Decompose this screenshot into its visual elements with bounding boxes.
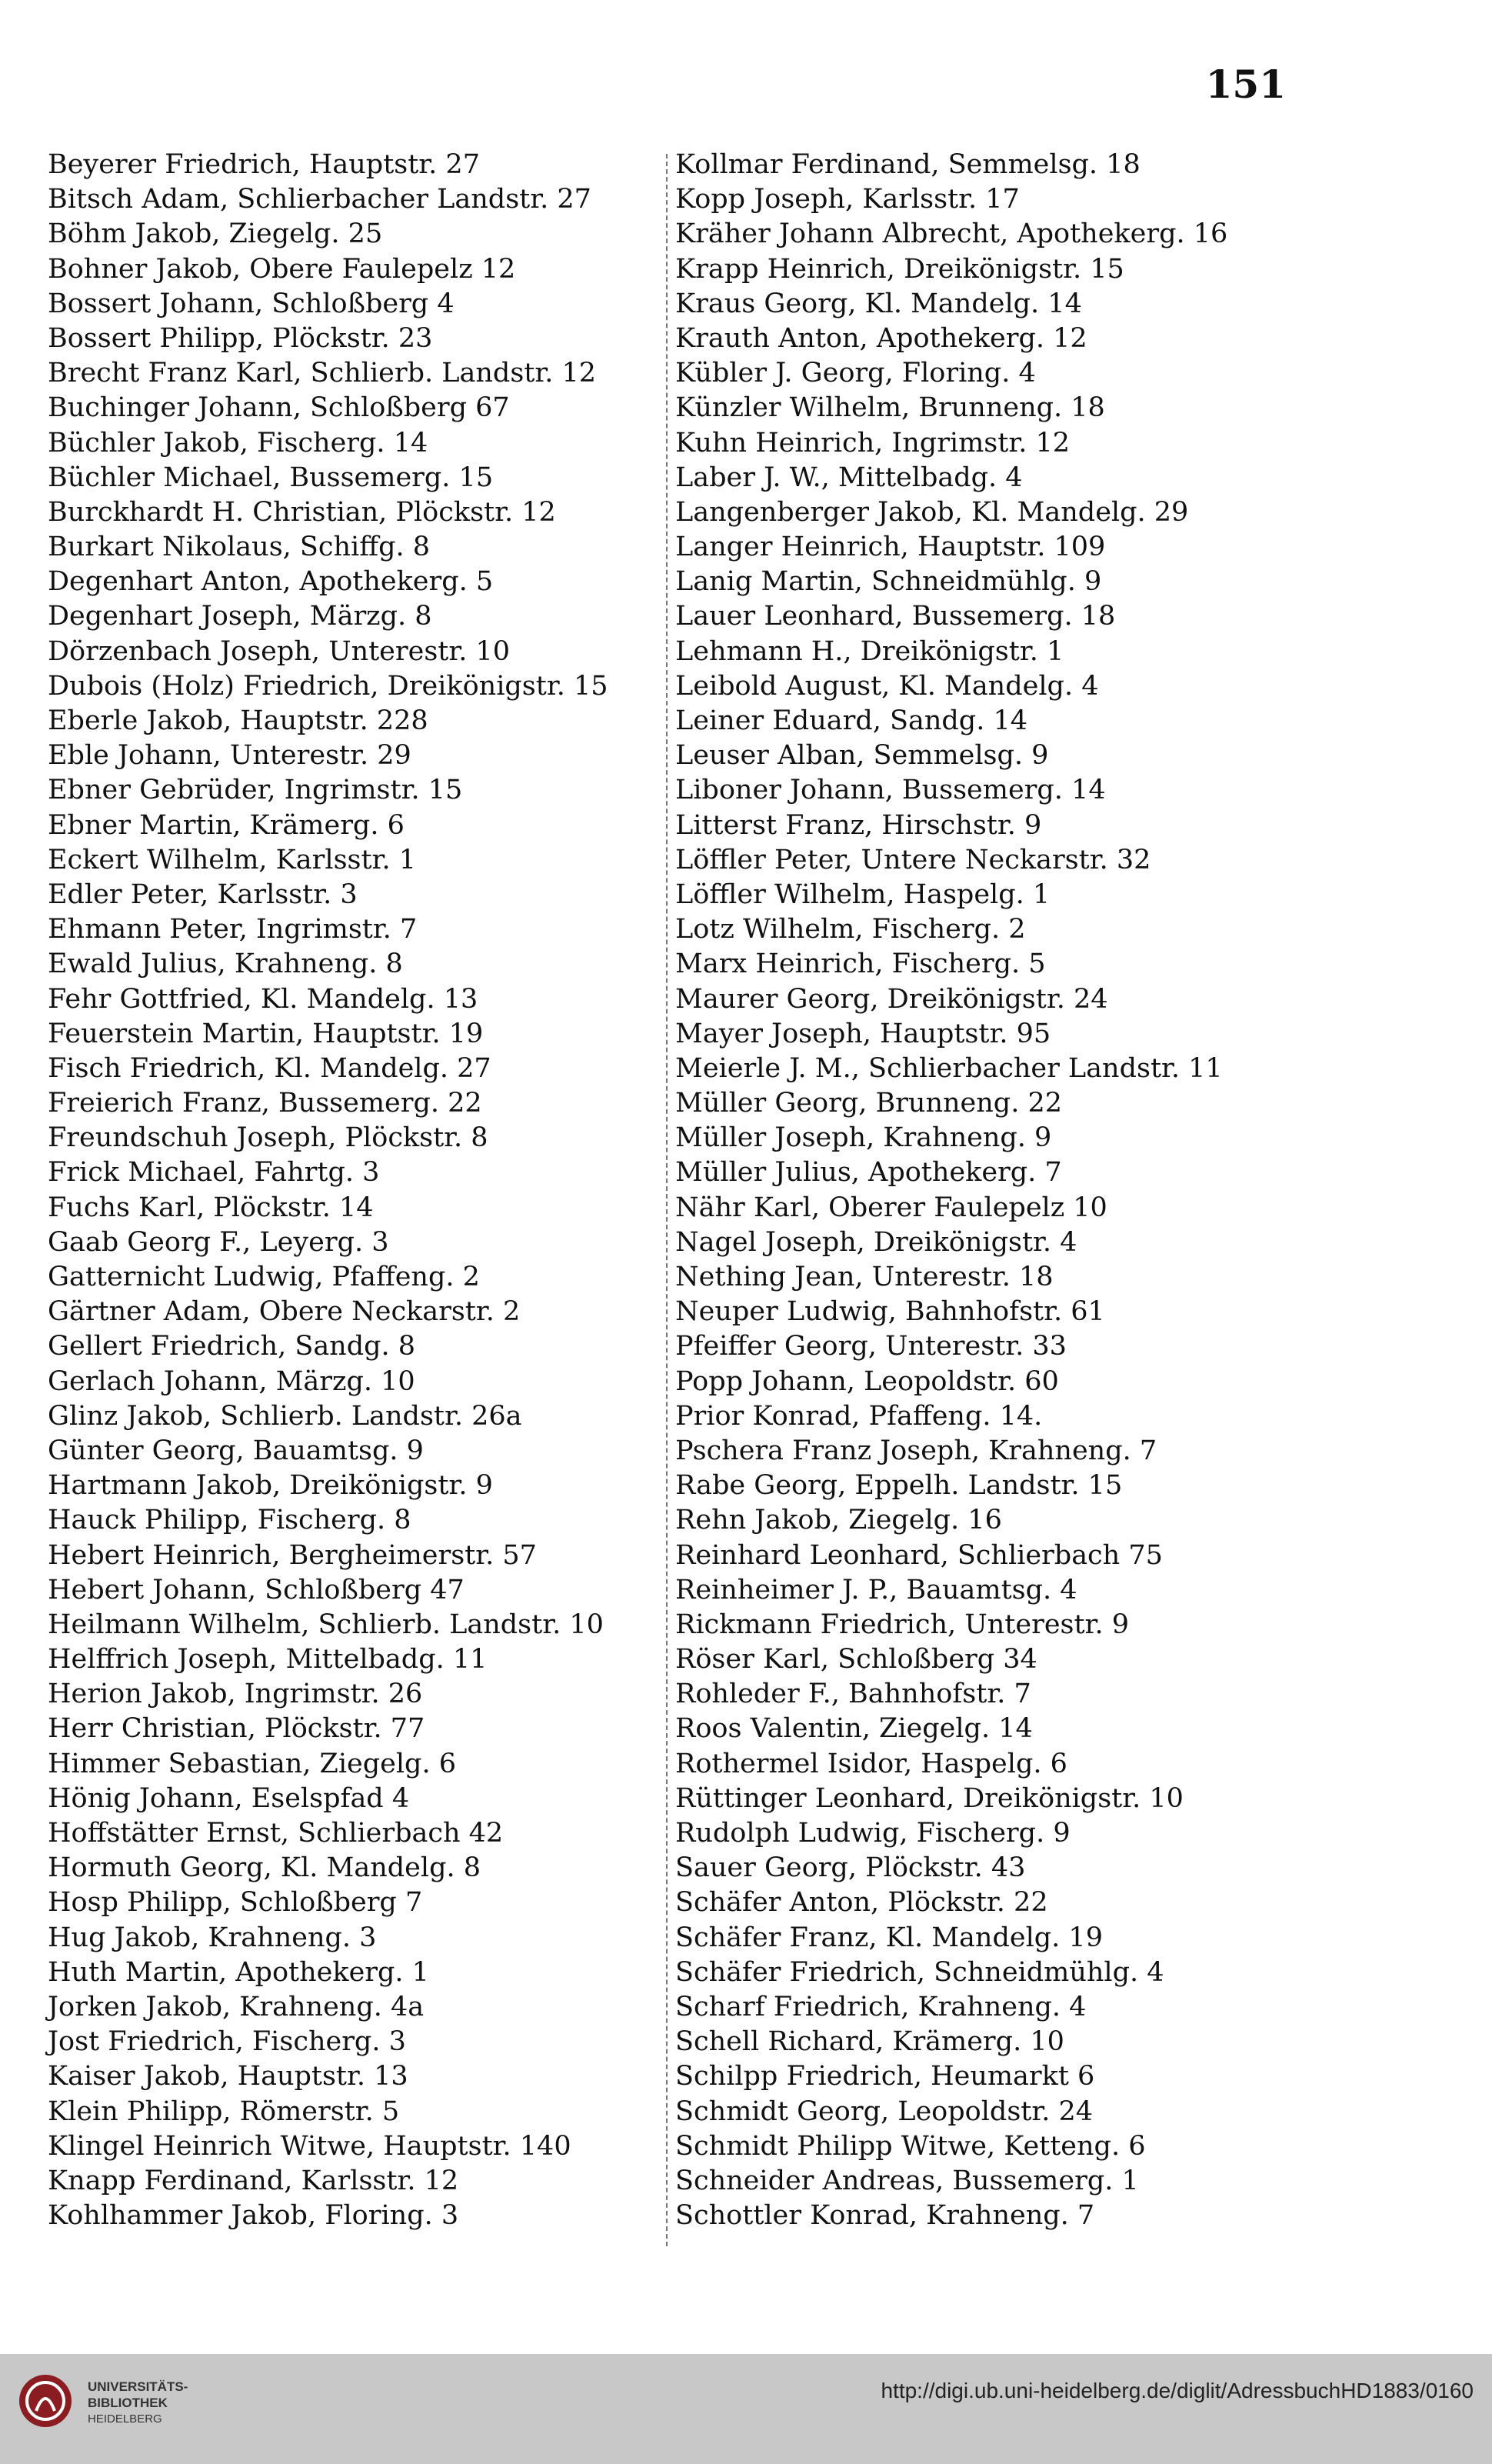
directory-entry: Ehmann Peter, Ingrimstr. 7 (48, 914, 418, 945)
directory-entry: Fisch Friedrich, Kl. Mandelg. 27 (48, 1052, 491, 1084)
directory-entry: Nething Jean, Unterestr. 18 (675, 1262, 1054, 1292)
directory-entry: Klingel Heinrich Witwe, Hauptstr. 140 (48, 2130, 571, 2162)
directory-entry: Schäfer Friedrich, Schneidmühlg. 4 (675, 1956, 1164, 1988)
directory-entry: Schmidt Georg, Leopoldstr. 24 (675, 2096, 1094, 2127)
library-name-line3: HEIDELBERG (88, 2412, 162, 2426)
directory-entry: Mayer Joseph, Hauptstr. 95 (675, 1018, 1051, 1049)
directory-entry: Huth Martin, Apothekerg. 1 (48, 1956, 429, 1988)
directory-entry: Hebert Heinrich, Bergheimerstr. 57 (48, 1539, 537, 1571)
directory-entry: Bossert Philipp, Plöckstr. 23 (48, 322, 433, 354)
directory-column-left (48, 148, 655, 2233)
directory-entry: Hoffstätter Ernst, Schlierbach 42 (48, 1818, 504, 1849)
directory-entry: Leiner Eduard, Sandg. 14 (675, 705, 1027, 736)
directory-entry: Schäfer Anton, Plöckstr. 22 (675, 1887, 1048, 1919)
directory-entry: Hauck Philipp, Fischerg. 8 (48, 1505, 411, 1536)
directory-entry: Scharf Friedrich, Krahneng. 4 (675, 1991, 1087, 2022)
directory-entry: Jost Friedrich, Fischerg. 3 (48, 2026, 406, 2058)
directory-entry: Schilpp Friedrich, Heumarkt 6 (675, 2061, 1095, 2092)
directory-entry: Hug Jakob, Krahneng. 3 (48, 1922, 377, 1953)
directory-entry: Gärtner Adam, Obere Neckarstr. 2 (48, 1296, 521, 1328)
directory-entry: Brecht Franz Karl, Schlierb. Landstr. 12 (48, 358, 597, 389)
directory-entry: Schmidt Philipp Witwe, Ketteng. 6 (675, 2130, 1146, 2162)
directory-entry: Rehn Jakob, Ziegelg. 16 (675, 1505, 1002, 1536)
directory-entry: Glinz Jakob, Schlierb. Landstr. 26a (48, 1400, 522, 1432)
directory-entry: Burkart Nikolaus, Schiffg. 8 (48, 532, 431, 563)
source-url-link[interactable]: http://digi.ub.uni-heidelberg.de/diglit/AdressbuchHD1883/0160 (881, 2379, 1474, 2402)
directory-entry: Bohner Jakob, Obere Faulepelz 12 (48, 253, 516, 285)
directory-entry: Neuper Ludwig, Bahnhofstr. 61 (675, 1296, 1105, 1328)
directory-entry: Hebert Johann, Schloßberg 47 (48, 1574, 465, 1605)
directory-entry: Gellert Friedrich, Sandg. 8 (48, 1331, 416, 1362)
directory-entry: Feuerstein Martin, Hauptstr. 19 (48, 1018, 484, 1049)
directory-entry: Litterst Franz, Hirschstr. 9 (675, 809, 1042, 841)
directory-entry: Böhm Jakob, Ziegelg. 25 (48, 218, 383, 250)
directory-entry: Lehmann H., Dreikönigstr. 1 (675, 635, 1064, 667)
directory-entry: Reinhard Leonhard, Schlierbach 75 (675, 1539, 1163, 1571)
directory-entry: Löffler Peter, Untere Neckarstr. 32 (675, 844, 1151, 875)
directory-entry: Müller Joseph, Krahneng. 9 (675, 1122, 1052, 1154)
directory-entry: Nagel Joseph, Dreikönigstr. 4 (675, 1226, 1077, 1258)
directory-entry: Hartmann Jakob, Dreikönigstr. 9 (48, 1470, 493, 1502)
directory-entry: Schell Richard, Krämerg. 10 (675, 2026, 1064, 2058)
directory-entry: Rüttinger Leonhard, Dreikönigstr. 10 (675, 1782, 1184, 1814)
directory-entry: Müller Julius, Apothekerg. 7 (675, 1157, 1062, 1189)
directory-entry: Langer Heinrich, Hauptstr. 109 (675, 532, 1106, 563)
directory-entry: Günter Georg, Bauamtsg. 9 (48, 1435, 424, 1466)
directory-entry: Liboner Johann, Bussemerg. 14 (675, 775, 1106, 806)
directory-entry: Löffler Wilhelm, Haspelg. 1 (675, 879, 1051, 910)
directory-entry: Kohlhammer Jakob, Floring. 3 (48, 2200, 459, 2232)
directory-entry: Ebner Gebrüder, Ingrimstr. 15 (48, 775, 463, 806)
directory-entry: Dubois (Holz) Friedrich, Dreikönigstr. 15 (48, 670, 608, 702)
directory-entry: Krapp Heinrich, Dreikönigstr. 15 (675, 253, 1124, 285)
directory-entry: Maurer Georg, Dreikönigstr. 24 (675, 983, 1108, 1015)
library-name (88, 2379, 188, 2427)
directory-entry: Knapp Ferdinand, Karlsstr. 12 (48, 2165, 459, 2196)
directory-entry: Rudolph Ludwig, Fischerg. 9 (675, 1818, 1071, 1849)
directory-entry: Pfeiffer Georg, Unterestr. 33 (675, 1331, 1067, 1362)
directory-column-right (675, 148, 1321, 2233)
directory-entry: Roos Valentin, Ziegelg. 14 (675, 1713, 1033, 1745)
directory-entry: Beyerer Friedrich, Hauptstr. 27 (48, 149, 480, 180)
directory-entry: Kübler J. Georg, Floring. 4 (675, 358, 1036, 389)
directory-entry: Langenberger Jakob, Kl. Mandelg. 29 (675, 496, 1189, 528)
directory-entry: Himmer Sebastian, Ziegelg. 6 (48, 1748, 456, 1779)
directory-entry: Sauer Georg, Plöckstr. 43 (675, 1852, 1026, 1884)
directory-entry: Schneider Andreas, Bussemerg. 1 (675, 2165, 1139, 2196)
directory-entry: Klein Philipp, Römerstr. 5 (48, 2096, 400, 2127)
directory-entry: Lanig Martin, Schneidmühlg. 9 (675, 566, 1102, 598)
directory-entry: Marx Heinrich, Fischerg. 5 (675, 949, 1046, 980)
footer-bar (0, 2354, 1492, 2464)
page-number: 151 (1205, 62, 1286, 107)
directory-entry: Eble Johann, Unterestr. 29 (48, 740, 411, 772)
directory-entry: Gatternicht Ludwig, Pfaffeng. 2 (48, 1262, 480, 1292)
directory-entry: Nähr Karl, Oberer Faulepelz 10 (675, 1192, 1107, 1223)
directory-entry: Frick Michael, Fahrtg. 3 (48, 1157, 380, 1189)
directory-entry: Kuhn Heinrich, Ingrimstr. 12 (675, 427, 1071, 458)
directory-entry: Rickmann Friedrich, Unterestr. 9 (675, 1609, 1129, 1640)
directory-entry: Bossert Johann, Schloßberg 4 (48, 288, 455, 319)
directory-entry: Gaab Georg F., Leyerg. 3 (48, 1226, 389, 1258)
directory-entry: Jorken Jakob, Krahneng. 4a (48, 1991, 425, 2022)
directory-entry: Pschera Franz Joseph, Krahneng. 7 (675, 1435, 1157, 1466)
directory-entry: Leuser Alban, Semmelsg. 9 (675, 740, 1049, 772)
directory-entry: Rabe Georg, Eppelh. Landstr. 15 (675, 1470, 1123, 1502)
directory-entry: Gerlach Johann, Märzg. 10 (48, 1365, 415, 1397)
directory-entry: Büchler Jakob, Fischerg. 14 (48, 427, 428, 458)
directory-entry: Hönig Johann, Eselspfad 4 (48, 1782, 410, 1814)
column-divider (666, 154, 668, 2246)
directory-entry: Buchinger Johann, Schloßberg 67 (48, 392, 510, 424)
directory-entry: Leibold August, Kl. Mandelg. 4 (675, 670, 1099, 702)
directory-entry: Eckert Wilhelm, Karlsstr. 1 (48, 844, 416, 875)
university-library-logo (17, 2372, 74, 2429)
directory-entry: Kräher Johann Albrecht, Apothekerg. 16 (675, 218, 1228, 250)
directory-entry: Kraus Georg, Kl. Mandelg. 14 (675, 288, 1082, 319)
directory-entry: Heilmann Wilhelm, Schlierb. Landstr. 10 (48, 1609, 604, 1640)
directory-entry: Röser Karl, Schloßberg 34 (675, 1644, 1037, 1675)
directory-entry: Helffrich Joseph, Mittelbadg. 11 (48, 1644, 488, 1675)
directory-entry: Bitsch Adam, Schlierbacher Landstr. 27 (48, 184, 591, 215)
directory-entry: Lotz Wilhelm, Fischerg. 2 (675, 914, 1026, 945)
directory-entry: Rothermel Isidor, Haspelg. 6 (675, 1748, 1067, 1779)
directory-entry: Dörzenbach Joseph, Unterestr. 10 (48, 635, 511, 667)
directory-entry: Burckhardt H. Christian, Plöckstr. 12 (48, 496, 556, 528)
directory-entry: Herion Jakob, Ingrimstr. 26 (48, 1679, 423, 1710)
directory-entry: Büchler Michael, Bussemerg. 15 (48, 462, 494, 493)
library-name-line1: UNIVERSITÄTS- (88, 2379, 188, 2394)
directory-entry: Fehr Gottfried, Kl. Mandelg. 13 (48, 983, 478, 1015)
library-name-line2: BIBLIOTHEK (88, 2396, 168, 2410)
directory-entry: Müller Georg, Brunneng. 22 (675, 1088, 1062, 1119)
directory-entry: Hormuth Georg, Kl. Mandelg. 8 (48, 1852, 481, 1884)
directory-entry: Degenhart Joseph, Märzg. 8 (48, 601, 432, 632)
directory-entry: Laber J. W., Mittelbadg. 4 (675, 462, 1023, 493)
directory-entry: Kollmar Ferdinand, Semmelsg. 18 (675, 149, 1141, 180)
directory-entry: Ebner Martin, Krämerg. 6 (48, 809, 405, 841)
directory-entry: Rohleder F., Bahnhofstr. 7 (675, 1679, 1031, 1710)
directory-entry: Schottler Konrad, Krahneng. 7 (675, 2200, 1095, 2232)
directory-entry: Freierich Franz, Bussemerg. 22 (48, 1088, 482, 1119)
directory-entry: Reinheimer J. P., Bauamtsg. 4 (675, 1574, 1077, 1605)
directory-entry: Eberle Jakob, Hauptstr. 228 (48, 705, 428, 736)
directory-entry: Freundschuh Joseph, Plöckstr. 8 (48, 1122, 488, 1154)
directory-entry: Popp Johann, Leopoldstr. 60 (675, 1365, 1059, 1397)
directory-entry: Herr Christian, Plöckstr. 77 (48, 1713, 425, 1745)
directory-entry: Degenhart Anton, Apothekerg. 5 (48, 566, 494, 598)
directory-entry: Edler Peter, Karlsstr. 3 (48, 879, 358, 910)
directory-entry: Kopp Joseph, Karlsstr. 17 (675, 184, 1020, 215)
directory-entry: Fuchs Karl, Plöckstr. 14 (48, 1192, 374, 1223)
directory-entry: Schäfer Franz, Kl. Mandelg. 19 (675, 1922, 1103, 1953)
directory-entry: Kaiser Jakob, Hauptstr. 13 (48, 2061, 408, 2092)
directory-entry: Hosp Philipp, Schloßberg 7 (48, 1887, 423, 1919)
directory-entry: Prior Konrad, Pfaffeng. 14. (675, 1400, 1043, 1432)
directory-entry: Krauth Anton, Apothekerg. 12 (675, 322, 1087, 354)
directory-entry: Meierle J. M., Schlierbacher Landstr. 11 (675, 1052, 1223, 1084)
directory-entry: Lauer Leonhard, Bussemerg. 18 (675, 601, 1116, 632)
directory-entry: Ewald Julius, Krahneng. 8 (48, 949, 403, 980)
directory-entry: Künzler Wilhelm, Brunneng. 18 (675, 392, 1105, 424)
